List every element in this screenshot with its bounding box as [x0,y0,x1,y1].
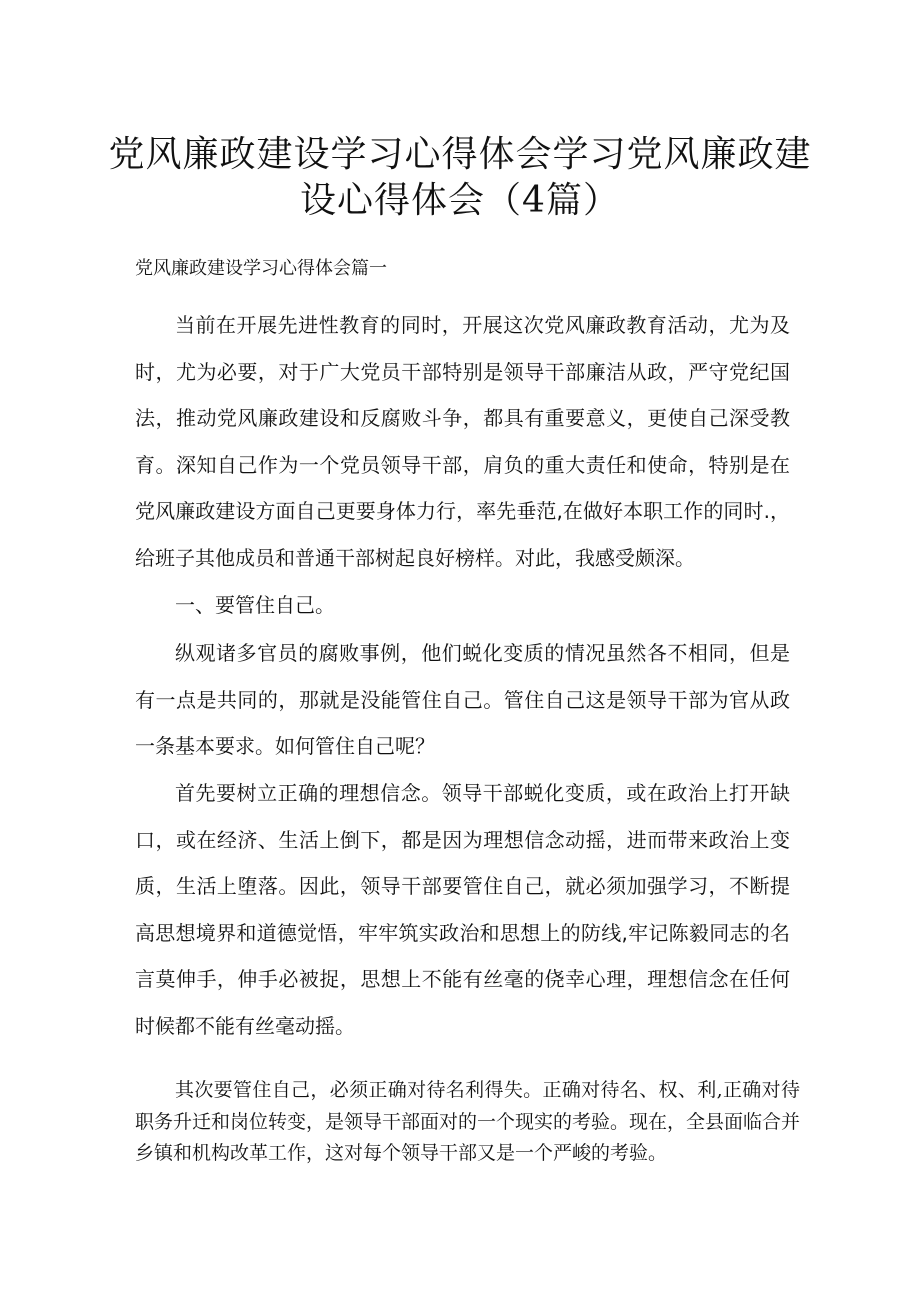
paragraph-corruption-cases: 纵观诸多官员的腐败事例，他们蜕化变质的情况虽然各不相同，但是有一点是共同的，那就是没能管住自己。管住自己这是领导干部为官从政一条基本要求。如何管住自己呢？ [135,641,790,758]
document-title: 党风廉政建设学习心得体会学习党风廉政建设心得体会（4篇） [108,134,812,221]
section-subheading: 党风廉政建设学习心得体会篇一 [135,258,387,279]
paragraph-heading-one: 一、要管住自己。 [175,593,335,617]
paragraph-ideals-beliefs: 首先要树立正确的理想信念。领导干部蜕化变质，或在政治上打开缺口，或在经济、生活上倒下，都是因为理想信念动摇，进而带来政治上变质，生活上堕落。因此，领导干部要管住自己，就必须加强学习，不断提高思想境界和道德觉悟，牢牢筑实政治和思想上的防线,牢记陈毅同志的名言莫伸手，伸手必被捉，思想上不能有丝毫的侥幸心理，理想信念在任何时候都不能有丝毫动摇。 [135,781,790,1038]
paragraph-intro: 当前在开展先进性教育的同时，开展这次党风廉政教育活动，尤为及时，尤为必要，对于广大党员干部特别是领导干部廉洁从政，严守党纪国法，推动党风廉政建设和反腐败斗争，都具有重要意义，更使自己深受教育。深知自己作为一个党员领导干部，肩负的重大责任和使命，特别是在党风廉政建设方面自己更要身体力行，率先垂范,在做好本职工作的同时.，给班子其他成员和普通干部树起良好榜样。对此，我感受颇深。 [135,313,790,570]
paragraph-fame-gain: 其次要管住自己，必须正确对待名利得失。正确对待名、权、利,正确对待职务升迁和岗位转变，是领导干部面对的一个现实的考验。现在，全县面临合并乡镇和机构改革工作，这对每个领导干部又是一个严峻的考验。 [135,1079,801,1164]
